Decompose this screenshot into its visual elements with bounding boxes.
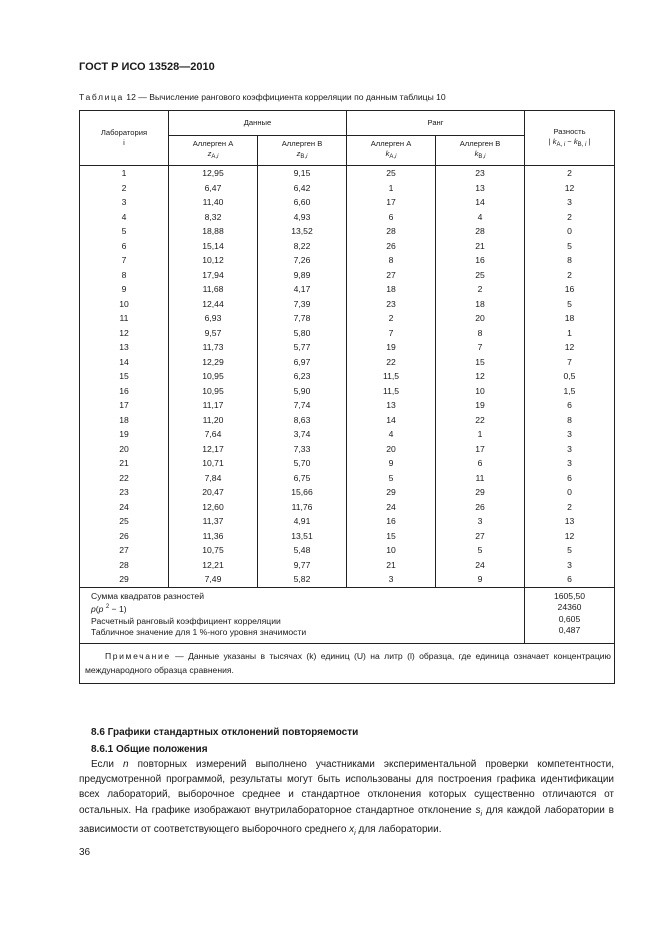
- rank-b-cell: 3: [436, 514, 525, 529]
- rank-b-cell: 19: [436, 398, 525, 413]
- rank-a-cell: 13: [347, 398, 436, 413]
- table-row: [80, 413, 615, 428]
- header-allergen-b-label: Аллерген В: [281, 139, 323, 148]
- lab-index-cell: 13: [80, 340, 169, 355]
- allergen-b-value-cell: 7,26: [258, 253, 347, 268]
- table-row: [80, 195, 615, 210]
- rank-diff-cell: 5: [525, 239, 615, 254]
- rank-b-cell: 18: [436, 297, 525, 312]
- rank-diff-cell: 16: [525, 282, 615, 297]
- allergen-a-value-cell: 11,73: [169, 340, 258, 355]
- header-diff: [525, 111, 615, 166]
- rank-diff-cell: 0: [525, 224, 615, 239]
- allergen-b-value-cell: 8,22: [258, 239, 347, 254]
- section-8-6-1-heading: 8.6.1 Общие положения: [91, 744, 208, 755]
- rank-a-cell: 21: [347, 558, 436, 573]
- rank-a-cell: 9: [347, 456, 436, 471]
- rank-diff-cell: 6: [525, 398, 615, 413]
- header-allergen-b-rank-label: Аллерген В: [459, 139, 501, 148]
- rank-b-cell: 25: [436, 268, 525, 283]
- table-row: [80, 427, 615, 442]
- allergen-a-value-cell: 11,37: [169, 514, 258, 529]
- rank-a-cell: 4: [347, 427, 436, 442]
- calc-value: 0,605: [558, 613, 581, 624]
- rank-diff-cell: 3: [525, 427, 615, 442]
- table-row: [80, 543, 615, 558]
- lab-index-cell: 9: [80, 282, 169, 297]
- allergen-a-value-cell: 12,95: [169, 166, 258, 181]
- rank-b-cell: 10: [436, 384, 525, 399]
- header-allergen-b-data: [258, 136, 347, 166]
- lab-index-cell: 24: [80, 500, 169, 515]
- table-value-label: Табличное значение для 1 %-ного уровня значимости: [91, 627, 307, 638]
- calc-label: Расчетный ранговый коэффициент корреляции: [91, 615, 281, 626]
- lab-index-cell: 2: [80, 181, 169, 196]
- lab-index-cell: 20: [80, 442, 169, 457]
- allergen-b-value-cell: 5,77: [258, 340, 347, 355]
- rank-b-cell: 11: [436, 471, 525, 486]
- rank-b-cell: 5: [436, 543, 525, 558]
- allergen-a-value-cell: 11,20: [169, 413, 258, 428]
- allergen-a-value-cell: 6,47: [169, 181, 258, 196]
- rank-diff-cell: 3: [525, 442, 615, 457]
- table-note: [80, 643, 615, 683]
- rank-diff-cell: 18: [525, 311, 615, 326]
- table-row: [80, 253, 615, 268]
- allergen-b-value-cell: 9,77: [258, 558, 347, 573]
- allergen-b-value-cell: 5,48: [258, 543, 347, 558]
- p-label: p(p $^2$ − 1): [91, 603, 127, 614]
- rank-b-cell: 29: [436, 485, 525, 500]
- section-8-6-heading: 8.6 Графики стандартных отклонений повторяемости: [91, 727, 359, 738]
- table-row: [80, 282, 615, 297]
- lab-index-cell: 22: [80, 471, 169, 486]
- rank-b-cell: 21: [436, 239, 525, 254]
- rank-a-cell: 20: [347, 442, 436, 457]
- rank-a-cell: 19: [347, 340, 436, 355]
- allergen-a-value-cell: 11,36: [169, 529, 258, 544]
- rank-diff-cell: 6: [525, 471, 615, 486]
- table-row: [80, 384, 615, 399]
- allergen-b-value-cell: 5,70: [258, 456, 347, 471]
- header-allergen-a-label: Аллерген А: [192, 139, 234, 148]
- allergen-a-value-cell: 12,29: [169, 355, 258, 370]
- lab-index-cell: 18: [80, 413, 169, 428]
- allergen-b-value-cell: 11,76: [258, 500, 347, 515]
- rank-b-cell: 22: [436, 413, 525, 428]
- lab-index-cell: 26: [80, 529, 169, 544]
- rank-b-cell: 9: [436, 572, 525, 587]
- rank-a-cell: 3: [347, 572, 436, 587]
- rank-a-cell: 2: [347, 311, 436, 326]
- allergen-a-value-cell: 11,17: [169, 398, 258, 413]
- allergen-b-value-cell: 6,23: [258, 369, 347, 384]
- lab-index-cell: 4: [80, 210, 169, 225]
- lab-index-cell: 15: [80, 369, 169, 384]
- lab-index-cell: 21: [80, 456, 169, 471]
- rank-a-cell: 16: [347, 514, 436, 529]
- lab-index-cell: 16: [80, 384, 169, 399]
- rank-diff-cell: 2: [525, 166, 615, 181]
- rank-a-cell: 10: [347, 543, 436, 558]
- rank-a-cell: 22: [347, 355, 436, 370]
- header-diff-formula: | $k_{A, i} - k_{B, i}$ |: [548, 136, 591, 148]
- rank-b-cell: 8: [436, 326, 525, 341]
- table-row: [80, 268, 615, 283]
- header-lab-index: i: [123, 138, 125, 147]
- header-k-b: $k_{B,i}$: [474, 149, 486, 160]
- allergen-b-value-cell: 9,89: [258, 268, 347, 283]
- table-row: [80, 355, 615, 370]
- allergen-b-value-cell: 4,91: [258, 514, 347, 529]
- rank-a-cell: 5: [347, 471, 436, 486]
- rank-diff-cell: 1: [525, 326, 615, 341]
- rank-diff-cell: 12: [525, 181, 615, 196]
- allergen-a-value-cell: 9,57: [169, 326, 258, 341]
- allergen-b-value-cell: 13,51: [258, 529, 347, 544]
- table-row: [80, 224, 615, 239]
- rank-a-cell: 15: [347, 529, 436, 544]
- allergen-b-value-cell: 7,78: [258, 311, 347, 326]
- table-row: [80, 369, 615, 384]
- table-row: [80, 340, 615, 355]
- allergen-a-value-cell: 12,44: [169, 297, 258, 312]
- header-lab-label: Лаборатория: [100, 128, 148, 137]
- rank-a-cell: 23: [347, 297, 436, 312]
- table-caption: [79, 92, 446, 102]
- header-allergen-a-data: [169, 136, 258, 166]
- allergen-b-value-cell: 15,66: [258, 485, 347, 500]
- rank-a-cell: 17: [347, 195, 436, 210]
- allergen-b-value-cell: 7,39: [258, 297, 347, 312]
- lab-index-cell: 1: [80, 166, 169, 181]
- rank-b-cell: 2: [436, 282, 525, 297]
- rank-diff-cell: 6: [525, 572, 615, 587]
- allergen-b-value-cell: 5,90: [258, 384, 347, 399]
- header-k-a: $k_{A,i}$: [385, 149, 397, 160]
- allergen-a-value-cell: 7,49: [169, 572, 258, 587]
- note-prefix: Примечание: [105, 650, 171, 661]
- rank-diff-cell: 8: [525, 253, 615, 268]
- rank-a-cell: 24: [347, 500, 436, 515]
- table-row: [80, 297, 615, 312]
- lab-index-cell: 11: [80, 311, 169, 326]
- rank-diff-cell: 3: [525, 456, 615, 471]
- body-paragraph: Если n повторных измерений выполнено участниками экспериментальной проверки компетентности, предусмотренной программой, результаты могут быть использованы для построения графика идентификации всех лабораторий, выборочное среднее и стандартное отклонения которых существенно отличаются от остальных. На графике изображают внутрилабораторное стандартное отклонение $s_i$ для каждой лаборатории в зависимости от соответствующего выборочного среднего $x_i$ для лаборатории.: [79, 759, 614, 837]
- page-number: 36: [79, 847, 91, 858]
- rank-a-cell: 14: [347, 413, 436, 428]
- allergen-a-value-cell: 12,60: [169, 500, 258, 515]
- table-row: [80, 442, 615, 457]
- lab-index-cell: 27: [80, 543, 169, 558]
- lab-index-cell: 28: [80, 558, 169, 573]
- rank-b-cell: 24: [436, 558, 525, 573]
- caption-number: 12: [126, 92, 136, 102]
- table-row: [80, 311, 615, 326]
- lab-index-cell: 17: [80, 398, 169, 413]
- allergen-a-value-cell: 12,21: [169, 558, 258, 573]
- rank-b-cell: 26: [436, 500, 525, 515]
- rank-b-cell: 23: [436, 166, 525, 181]
- rank-b-cell: 27: [436, 529, 525, 544]
- table-row: [80, 485, 615, 500]
- allergen-b-value-cell: 6,60: [258, 195, 347, 210]
- rank-b-cell: 15: [436, 355, 525, 370]
- rank-b-cell: 1: [436, 427, 525, 442]
- allergen-b-value-cell: 6,42: [258, 181, 347, 196]
- allergen-b-value-cell: 3,74: [258, 427, 347, 442]
- allergen-b-value-cell: 7,33: [258, 442, 347, 457]
- header-allergen-b-rank: [436, 136, 525, 166]
- table-row: [80, 398, 615, 413]
- caption-prefix: Таблица: [79, 92, 124, 102]
- allergen-b-value-cell: 9,15: [258, 166, 347, 181]
- lab-index-cell: 6: [80, 239, 169, 254]
- allergen-b-value-cell: 5,82: [258, 572, 347, 587]
- header-data-group: Данные: [169, 111, 347, 136]
- table-row: [80, 326, 615, 341]
- allergen-a-value-cell: 7,64: [169, 427, 258, 442]
- lab-index-cell: 14: [80, 355, 169, 370]
- rank-b-cell: 28: [436, 224, 525, 239]
- lab-index-cell: 3: [80, 195, 169, 210]
- table-row: [80, 181, 615, 196]
- allergen-a-value-cell: 15,14: [169, 239, 258, 254]
- allergen-a-value-cell: 11,40: [169, 195, 258, 210]
- rank-b-cell: 7: [436, 340, 525, 355]
- rank-b-cell: 4: [436, 210, 525, 225]
- table-row: [80, 572, 615, 587]
- rank-b-cell: 20: [436, 311, 525, 326]
- allergen-b-value-cell: 5,80: [258, 326, 347, 341]
- lab-index-cell: 5: [80, 224, 169, 239]
- allergen-a-value-cell: 10,75: [169, 543, 258, 558]
- header-z-b: $z_{B,i}$: [296, 149, 308, 160]
- rank-diff-cell: 0,5: [525, 369, 615, 384]
- header-diff-label: Разность: [553, 126, 586, 136]
- sum-value: 1605,50: [553, 590, 586, 601]
- lab-index-cell: 23: [80, 485, 169, 500]
- lab-index-cell: 7: [80, 253, 169, 268]
- allergen-a-value-cell: 7,84: [169, 471, 258, 486]
- allergen-a-value-cell: 10,71: [169, 456, 258, 471]
- rank-diff-cell: 3: [525, 195, 615, 210]
- rank-b-cell: 16: [436, 253, 525, 268]
- rank-diff-cell: 8: [525, 413, 615, 428]
- rank-b-cell: 13: [436, 181, 525, 196]
- rank-b-cell: 14: [436, 195, 525, 210]
- header-rank-group: Ранг: [347, 111, 525, 136]
- rank-diff-cell: 2: [525, 210, 615, 225]
- rank-a-cell: 18: [347, 282, 436, 297]
- summary-values: [525, 587, 615, 643]
- lab-index-cell: 25: [80, 514, 169, 529]
- allergen-a-value-cell: 20,47: [169, 485, 258, 500]
- summary-labels: [80, 587, 525, 643]
- allergen-a-value-cell: 10,95: [169, 384, 258, 399]
- rank-diff-cell: 2: [525, 500, 615, 515]
- table-row: [80, 529, 615, 544]
- allergen-a-value-cell: 10,95: [169, 369, 258, 384]
- allergen-a-value-cell: 12,17: [169, 442, 258, 457]
- allergen-b-value-cell: 13,52: [258, 224, 347, 239]
- rank-a-cell: 26: [347, 239, 436, 254]
- caption-text: — Вычисление рангового коэффициента корреляции по данным таблицы 10: [135, 92, 446, 102]
- allergen-a-value-cell: 6,93: [169, 311, 258, 326]
- rank-a-cell: 27: [347, 268, 436, 283]
- header-allergen-a-rank: [347, 136, 436, 166]
- rank-diff-cell: 0: [525, 485, 615, 500]
- lab-index-cell: 19: [80, 427, 169, 442]
- rank-diff-cell: 5: [525, 543, 615, 558]
- allergen-b-value-cell: 6,75: [258, 471, 347, 486]
- allergen-a-value-cell: 11,68: [169, 282, 258, 297]
- sum-label: Сумма квадратов разностей: [91, 590, 204, 601]
- lab-index-cell: 29: [80, 572, 169, 587]
- header-z-a: $z_{A,i}$: [207, 149, 219, 160]
- table-row: [80, 500, 615, 515]
- header-lab: [80, 111, 169, 166]
- rank-a-cell: 11,5: [347, 369, 436, 384]
- table-row: [80, 514, 615, 529]
- table-row: [80, 558, 615, 573]
- lab-index-cell: 12: [80, 326, 169, 341]
- rank-a-cell: 25: [347, 166, 436, 181]
- allergen-b-value-cell: 4,17: [258, 282, 347, 297]
- rank-a-cell: 29: [347, 485, 436, 500]
- rank-b-cell: 12: [436, 369, 525, 384]
- rank-diff-cell: 1,5: [525, 384, 615, 399]
- note-text: — Данные указаны в тысячах (k) единиц (U) на литр (l) образца, где единица означает концентрацию международного образца сравнения.: [85, 650, 611, 676]
- allergen-b-value-cell: 7,74: [258, 398, 347, 413]
- rank-diff-cell: 2: [525, 268, 615, 283]
- table-value: 0,487: [558, 625, 581, 636]
- table-row: [80, 239, 615, 254]
- rank-diff-cell: 12: [525, 340, 615, 355]
- rank-a-cell: 11,5: [347, 384, 436, 399]
- allergen-b-value-cell: 4,93: [258, 210, 347, 225]
- allergen-a-value-cell: 8,32: [169, 210, 258, 225]
- header-allergen-a-rank-label: Аллерген А: [370, 139, 412, 148]
- lab-index-cell: 10: [80, 297, 169, 312]
- allergen-a-value-cell: 10,12: [169, 253, 258, 268]
- rank-diff-cell: 3: [525, 558, 615, 573]
- lab-index-cell: 8: [80, 268, 169, 283]
- rank-diff-cell: 13: [525, 514, 615, 529]
- p-value: 24360: [557, 602, 582, 613]
- allergen-b-value-cell: 6,97: [258, 355, 347, 370]
- table-row: [80, 471, 615, 486]
- table-row: [80, 456, 615, 471]
- rank-diff-cell: 12: [525, 529, 615, 544]
- correlation-table: [79, 110, 615, 684]
- table-row: [80, 210, 615, 225]
- rank-diff-cell: 7: [525, 355, 615, 370]
- rank-b-cell: 6: [436, 456, 525, 471]
- rank-diff-cell: 5: [525, 297, 615, 312]
- table-body: [80, 166, 615, 588]
- rank-a-cell: 1: [347, 181, 436, 196]
- allergen-a-value-cell: 18,88: [169, 224, 258, 239]
- rank-a-cell: 6: [347, 210, 436, 225]
- rank-a-cell: 7: [347, 326, 436, 341]
- allergen-b-value-cell: 8,63: [258, 413, 347, 428]
- table-row: [80, 166, 615, 181]
- rank-a-cell: 28: [347, 224, 436, 239]
- rank-b-cell: 17: [436, 442, 525, 457]
- allergen-a-value-cell: 17,94: [169, 268, 258, 283]
- document-header: ГОСТ Р ИСО 13528—2010: [79, 61, 215, 73]
- rank-a-cell: 8: [347, 253, 436, 268]
